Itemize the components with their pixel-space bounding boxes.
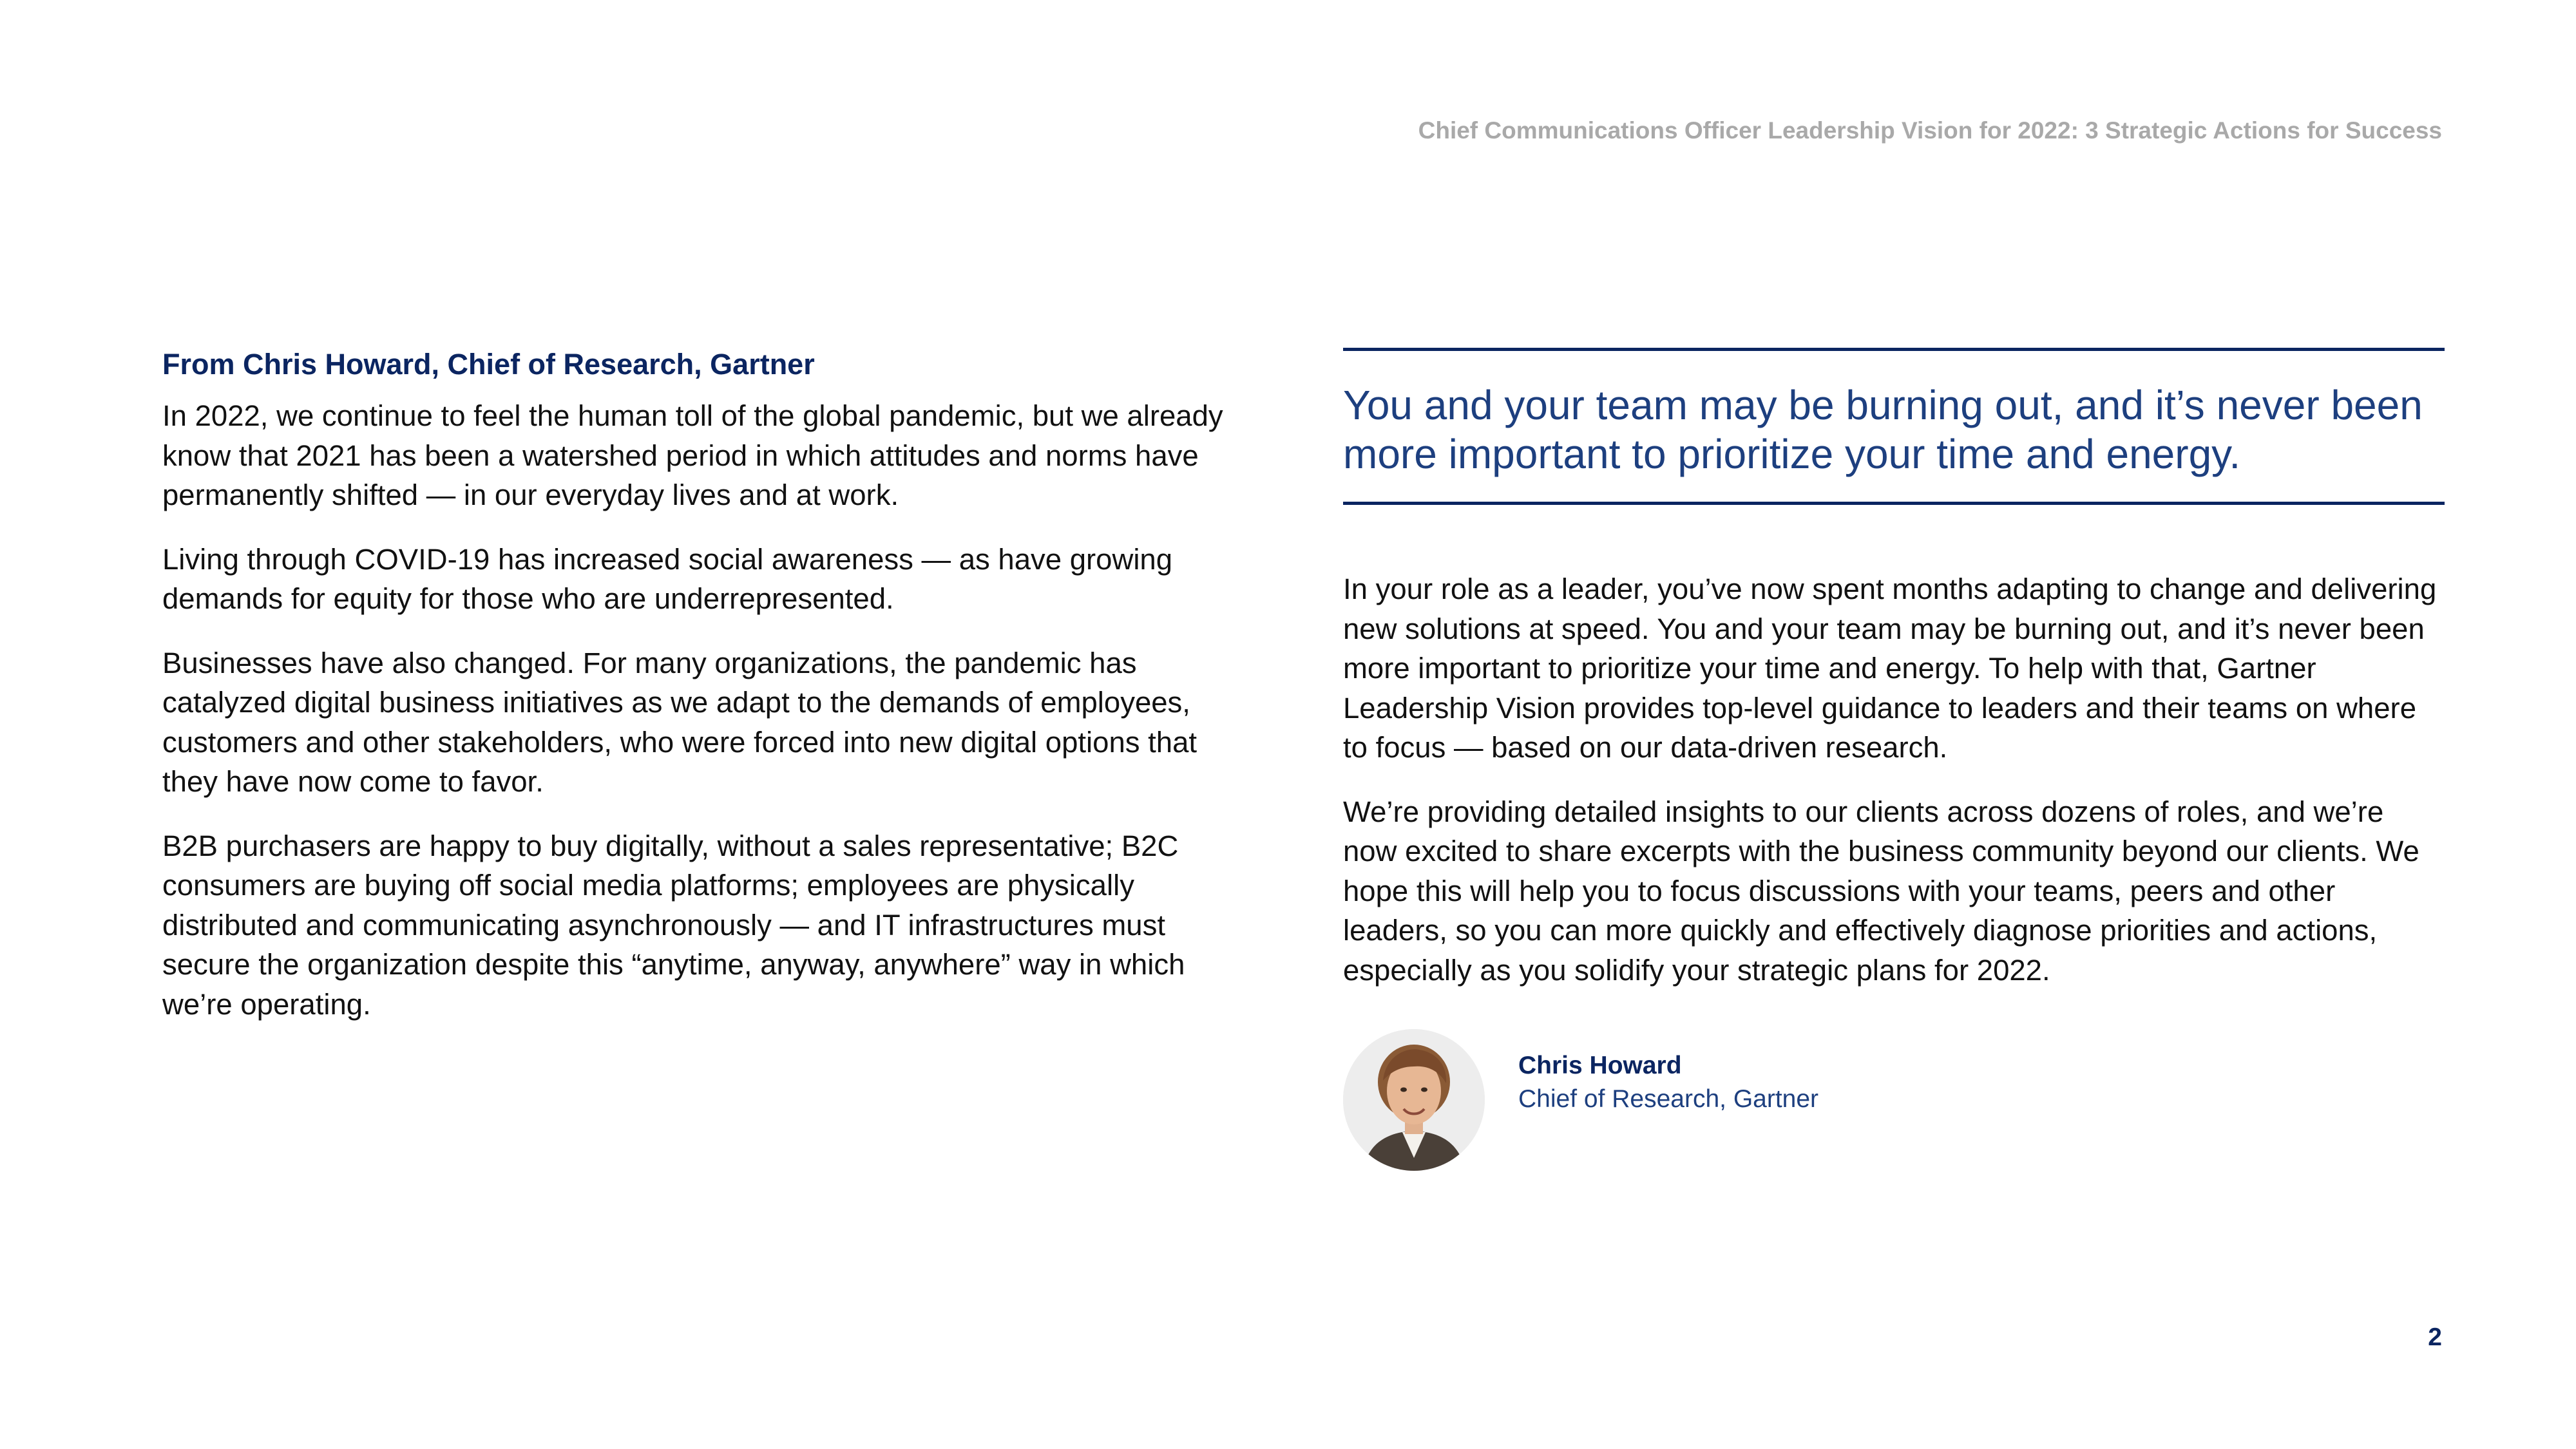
- left-column: [162, 345, 1225, 1048]
- body-paragraph: In your role as a leader, you’ve now spent months adapting to change and delivering new solutions at speed. You and your team may be burning out, and it’s never been more important to prioritize your time and energy. To help with that, Gartner Leadership Vision provides top-level guidance to leaders and their teams on where to focus — based on our data-driven research.: [1343, 573, 2437, 764]
- pullquote: You and your team may be burning out, and it’s never been more important to prioritize your time and energy.: [1343, 382, 2423, 477]
- page-number: 2: [2428, 1323, 2442, 1351]
- body-paragraph: In 2022, we continue to feel the human toll of the global pandemic, but we already know that 2021 has been a watershed period in which attitudes and norms have permanently shifted — in our everyday lives and at work.: [162, 399, 1223, 511]
- pullquote-bottom-rule: [1343, 502, 2445, 505]
- body-paragraph: B2B purchasers are happy to buy digitally, without a sales representative; B2C consumers are buying off social media platforms; employees are physically distributed and communicating asynchronously — and IT infrastructures must secure the organization despite this “anytime, anyway, anywhere” way in which we’re operating.: [162, 829, 1185, 1021]
- author-name: Chris Howard: [1518, 1051, 1682, 1079]
- running-header: Chief Communications Officer Leadership Vision for 2022: 3 Strategic Actions for Success: [1418, 117, 2442, 144]
- author-title: Chief of Research, Gartner: [1518, 1084, 1819, 1113]
- right-column: [1343, 348, 2445, 1014]
- body-paragraph: We’re providing detailed insights to our clients across dozens of roles, and we’re now excited to share excerpts with the business community beyond our clients. We hope this will help you to focus discussions with your teams, peers and other leaders, so you can more quickly and effectively diagnose priorities and actions, especially as you solidify your strategic plans for 2022.: [1343, 795, 2419, 987]
- body-paragraph: Living through COVID-19 has increased social awareness — as have growing demands for equity for those who are underrepresented.: [162, 542, 1173, 615]
- author-signature: [1343, 1029, 1818, 1171]
- signature-text: [1518, 1049, 1818, 1116]
- portrait-illustration: [1343, 1029, 1485, 1171]
- right-body: [1343, 569, 2445, 990]
- body-paragraph: Businesses have also changed. For many organizations, the pandemic has catalyzed digital business initiatives as we adapt to the demands of employees, customers and other stakeholders, who were forced into new digital options that they have now come to favor.: [162, 646, 1197, 798]
- pullquote-top-rule: [1343, 348, 2445, 351]
- section-heading: From Chris Howard, Chief of Research, Gartner: [162, 348, 815, 381]
- author-avatar: [1343, 1029, 1485, 1171]
